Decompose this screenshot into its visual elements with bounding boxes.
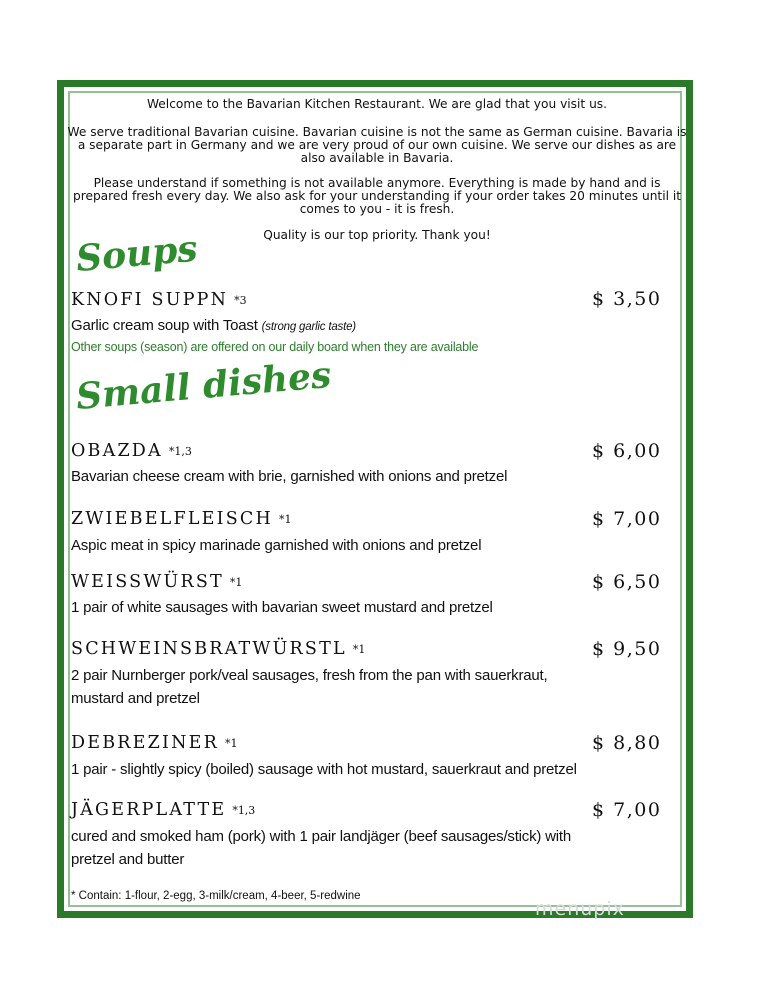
- menu-item-name: DEBREZINER *1: [71, 733, 238, 753]
- allergen-code: *1: [352, 643, 366, 656]
- section-title-small-dishes: Small dishes: [74, 353, 333, 418]
- menu-item-name: OBAZDA *1,3: [71, 441, 192, 461]
- allergen-code: *1: [229, 576, 243, 589]
- menu-item-name: JÄGERPLATTE *1,3: [71, 800, 256, 820]
- menu-item-price: $ 8,80: [592, 732, 662, 754]
- menu-item-description: 1 pair of white sausages with bavarian sweet mustard and pretzel: [71, 599, 493, 616]
- menu-item-name: KNOFI SUPPN *3: [71, 290, 247, 310]
- daily-board-note: Other soups (season) are offered on our daily board when they are available: [71, 340, 479, 354]
- menu-item-description: Bavarian cheese cream with brie, garnished with onions and pretzel: [71, 468, 508, 485]
- menu-item-description: 1 pair - slightly spicy (boiled) sausage with hot mustard, sauerkraut and pretzel: [71, 761, 577, 778]
- menu-item-price: $ 7,00: [592, 508, 662, 530]
- intro-paragraph-cuisine: We serve traditional Bavarian cuisine. Bavarian cuisine is not the same as German cuisine. Bavaria is a separate part in Germany and we are very proud of our own cuisine. We serve our dishes as are also available in Bavaria.: [67, 125, 687, 165]
- menu-item-price: $ 7,00: [592, 799, 662, 821]
- menu-item-description: Garlic cream soup with Toast (strong garlic taste): [71, 317, 356, 334]
- menu-item-name: ZWIEBELFLEISCH *1: [71, 509, 292, 529]
- allergen-footnote: * Contain: 1-flour, 2-egg, 3-milk/cream, 4-beer, 5-redwine: [71, 890, 361, 902]
- quality-text: Quality is our top priority. Thank you!: [263, 228, 491, 242]
- allergen-code: *1,3: [168, 445, 192, 458]
- menu-item-price: $ 6,00: [592, 440, 662, 462]
- intro-paragraph-fresh: Please understand if something is not available anymore. Everything is made by hand and is prepared fresh every day. We also ask for your understanding if your order takes 20 minutes until it comes to you - it is fresh.: [72, 176, 682, 216]
- allergen-code: *3: [234, 294, 247, 307]
- menu-item-price: $ 3,50: [592, 288, 662, 310]
- section-title-soups: Soups: [74, 227, 200, 280]
- menu-item-price: $ 6,50: [592, 571, 662, 593]
- menu-item-name: SCHWEINSBRATWÜRSTL *1: [71, 639, 366, 659]
- menu-item-name: WEISSWÜRST *1: [71, 572, 243, 592]
- allergen-code: *1: [278, 513, 292, 526]
- menu-item-description: 2 pair Nurnberger pork/veal sausages, fresh from the pan with sauerkraut, mustard and pretzel: [71, 667, 548, 707]
- menu-item-note: (strong garlic taste): [261, 321, 356, 333]
- allergen-code: *1,3: [232, 804, 256, 817]
- menu-item-description: cured and smoked ham (pork) with 1 pair landjäger (beef sausages/stick) with pretzel and butter: [71, 828, 572, 868]
- welcome-text: Welcome to the Bavarian Kitchen Restaurant. We are glad that you visit us.: [146, 97, 608, 111]
- menu-item-price: $ 9,50: [592, 638, 662, 660]
- watermark-logo: menupix: [535, 898, 625, 920]
- menu-item-description: Aspic meat in spicy marinade garnished with onions and pretzel: [71, 537, 482, 554]
- allergen-code: *1: [224, 737, 238, 750]
